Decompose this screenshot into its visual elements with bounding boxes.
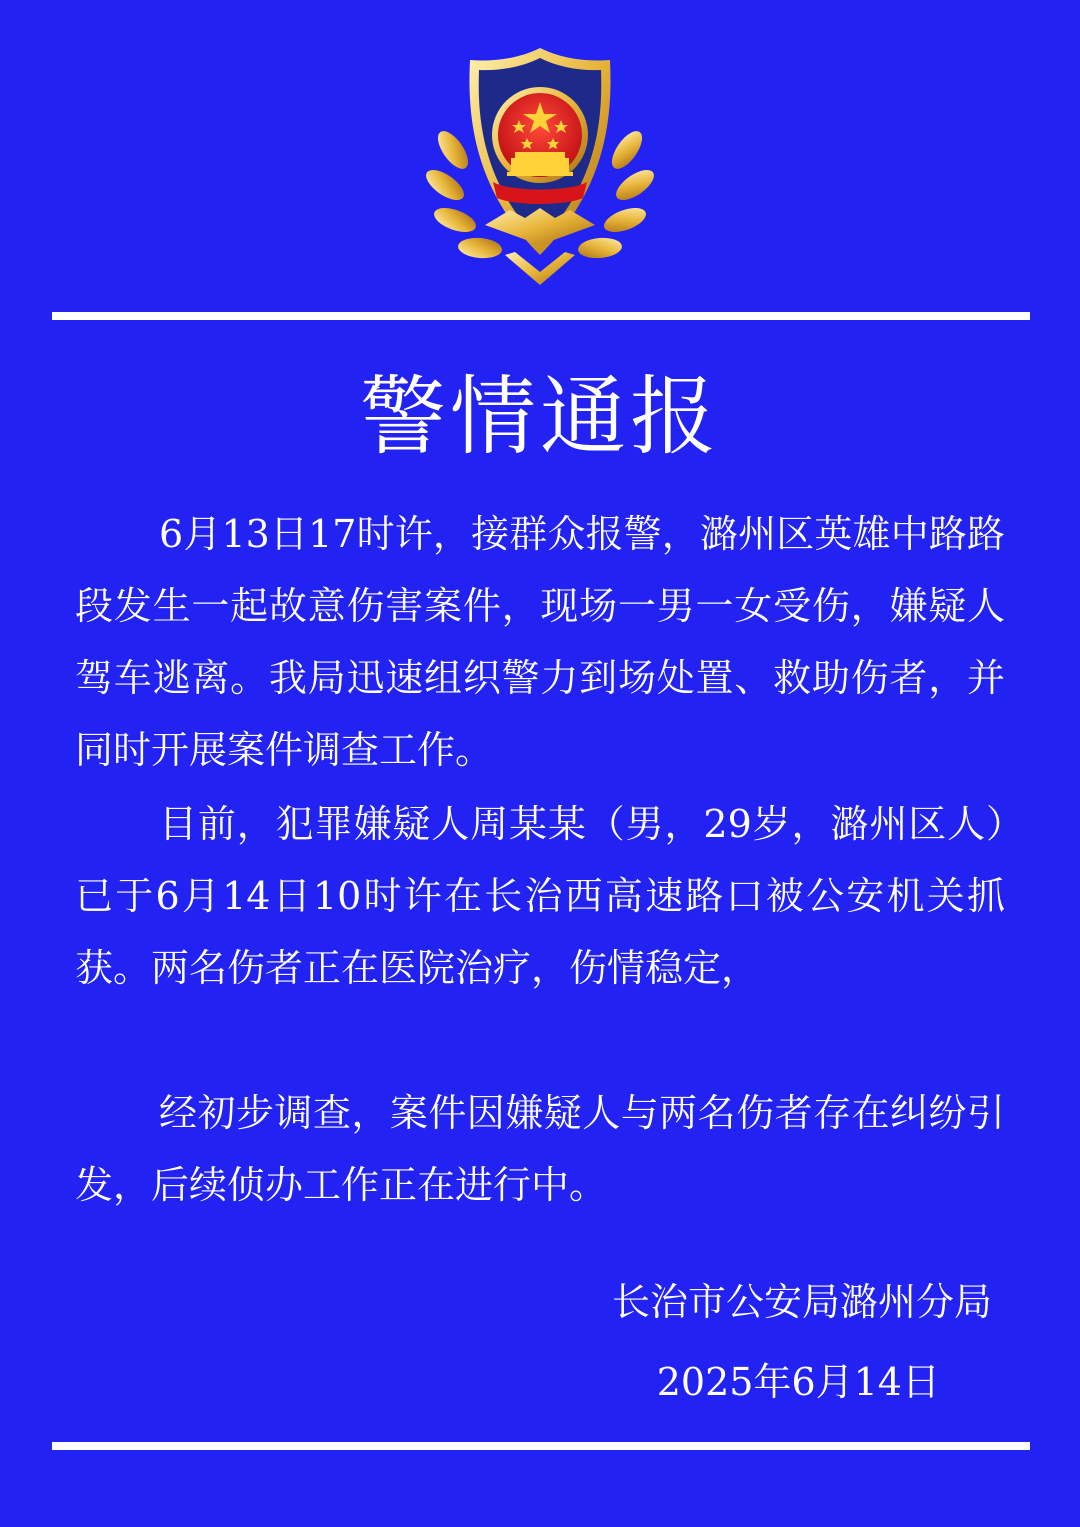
- page-title: 警情通报: [360, 367, 720, 467]
- issue-date: 2025年6月14日: [656, 1360, 940, 1404]
- police-emblem-icon: [415, 40, 665, 290]
- top-divider: [52, 312, 1030, 320]
- paragraph-investigation: 经初步调查，案件因嫌疑人与两名伤者存在纠纷引发，后续侦办工作正在进行中。: [75, 1091, 1005, 1207]
- bottom-divider: [52, 1442, 1030, 1450]
- paragraph-incident: 6月13日17时许，接群众报警，潞州区英雄中路路段发生一起故意伤害案件，现场一男一女受伤，嫌疑人驾车逃离。我局迅速组织警力到场处置、救助伤者，并同时开展案件调查工作。: [75, 512, 1005, 772]
- issuer-signature: 长治市公安局潞州分局: [611, 1280, 992, 1324]
- paragraph-arrest: 目前，犯罪嫌疑人周某某（男，29岁，潞州区人）已于6月14日10时许在长治西高速路口被公安机关抓获。两名伤者正在医院治疗，伤情稳定，: [75, 802, 1005, 990]
